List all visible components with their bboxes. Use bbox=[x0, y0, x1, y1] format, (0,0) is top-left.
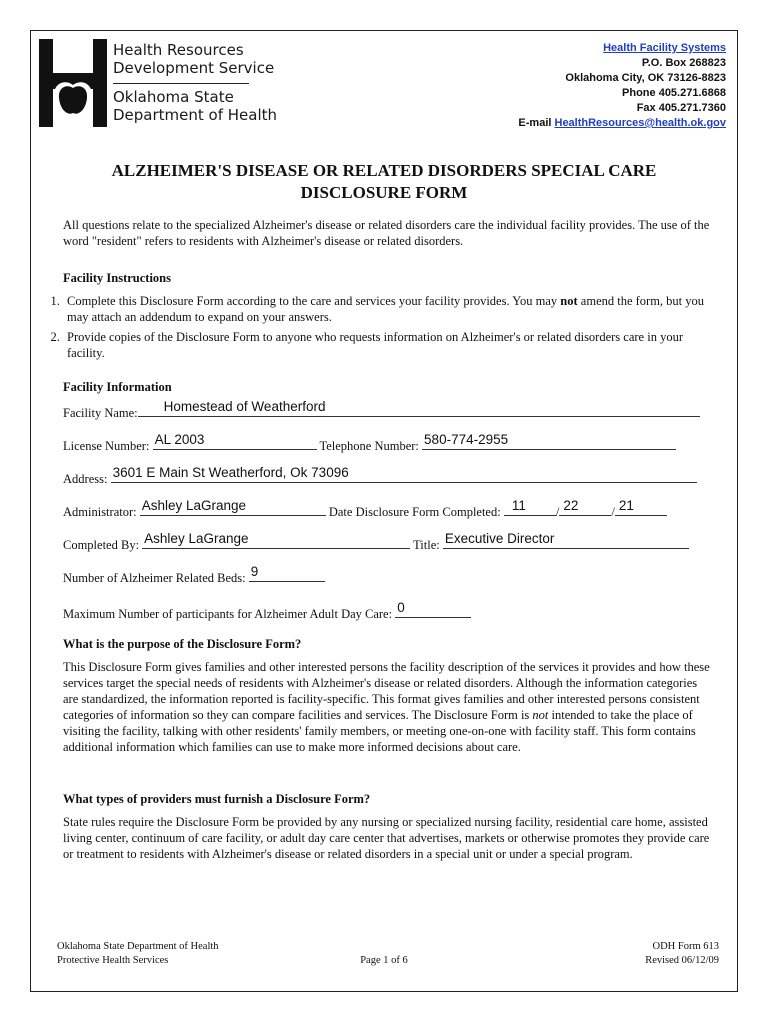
title-value: Executive Director bbox=[444, 531, 555, 546]
instruction-item-1: 1. Complete this Disclosure Form according to the care and services your facility provides. You may not amend the form, but you may attach an addendum to expand on your answers. bbox=[63, 293, 711, 325]
beds-value: 9 bbox=[250, 564, 259, 579]
providers-heading: What types of providers must furnish a Disclosure Form? bbox=[63, 792, 371, 806]
osdh-h-apple-logo bbox=[39, 39, 107, 127]
facility-name-row bbox=[63, 399, 700, 421]
facility-name-label: Facility Name: bbox=[63, 406, 138, 420]
logo-line-3: Oklahoma State bbox=[113, 88, 234, 106]
date-completed-label: Date Disclosure Form Completed: bbox=[328, 505, 501, 519]
logo-text-block bbox=[113, 41, 277, 124]
administrator-field[interactable] bbox=[140, 498, 326, 516]
email-link[interactable]: HealthResources@health.ok.gov bbox=[554, 117, 726, 129]
city-address: Oklahoma City, OK 73126-8823 bbox=[565, 72, 726, 84]
license-label: License Number: bbox=[63, 439, 150, 453]
footer-page-number: Page 1 of 6 bbox=[360, 955, 408, 966]
license-field[interactable] bbox=[153, 432, 317, 450]
date-month-value: 11 bbox=[511, 498, 526, 513]
footer-department: Oklahoma State Department of Health bbox=[57, 941, 219, 952]
instructions-heading: Facility Instructions bbox=[63, 271, 171, 285]
form-title bbox=[31, 160, 737, 204]
telephone-field[interactable] bbox=[422, 432, 676, 450]
logo-line-2: Development Service bbox=[113, 59, 275, 77]
po-box: P.O. Box 268823 bbox=[641, 57, 726, 69]
beds-row bbox=[63, 564, 325, 586]
daycare-label: Maximum Number of participants for Alzheimer Adult Day Care: bbox=[63, 607, 393, 621]
beds-field[interactable] bbox=[249, 564, 325, 582]
daycare-row bbox=[63, 600, 471, 622]
logo-divider bbox=[113, 83, 249, 84]
email-label: E-mail bbox=[518, 117, 552, 129]
facility-info-heading: Facility Information bbox=[63, 380, 172, 394]
date-year-value: 21 bbox=[618, 498, 634, 513]
administrator-value: Ashley LaGrange bbox=[141, 498, 247, 513]
purpose-not-emphasis: not bbox=[532, 708, 549, 722]
footer-division: Protective Health Services bbox=[57, 955, 169, 966]
title-field[interactable] bbox=[443, 531, 689, 549]
admin-date-row: Administrator: Ashley LaGrange Date Disclosure Form Completed: 11 / 22 / 21 bbox=[63, 502, 667, 520]
date-month-field[interactable] bbox=[504, 498, 556, 516]
title-label: Title: bbox=[413, 538, 440, 552]
address-value: 3601 E Main St Weatherford, Ok 73096 bbox=[112, 465, 349, 480]
fax-number: Fax 405.271.7360 bbox=[636, 102, 726, 114]
completed-by-field[interactable] bbox=[142, 531, 410, 549]
instruction-item-2: 2. Provide copies of the Disclosure Form to anyone who requests information on Alzheimer's or related disorders care in your facility. bbox=[63, 329, 711, 361]
date-year-field[interactable] bbox=[615, 498, 667, 516]
phone-number: Phone 405.271.6868 bbox=[622, 87, 726, 99]
beds-label: Number of Alzheimer Related Beds: bbox=[63, 571, 246, 585]
administrator-label: Administrator: bbox=[63, 505, 137, 519]
footer-revised-date: Revised 06/12/09 bbox=[645, 955, 719, 966]
completed-by-label: Completed By: bbox=[63, 538, 140, 552]
instructions-list bbox=[41, 293, 711, 365]
completed-title-row bbox=[63, 531, 689, 553]
license-phone-row bbox=[63, 432, 676, 454]
completed-by-value: Ashley LaGrange bbox=[144, 531, 249, 546]
purpose-paragraph: This Disclosure Form gives families and other interested persons the facility description of the services it provides and how these services target the special needs of residents with Alzheimer's disease or related disorders. Although the information categories are standardized, the information reported is facility-specific. This format gives families and other interested persons consistent categories of information so they can compare facilities and services. The Disclosure Form is not intended to take the place of visiting the facility, talking with other residents' family members, or meeting one-on-one with facility staff. This form contains additional information which families can use to make more informed decisions about care. bbox=[63, 660, 710, 754]
date-day-value: 22 bbox=[563, 498, 579, 513]
title-line-2: DISCLOSURE FORM bbox=[300, 183, 468, 202]
logo-line-4: Department of Health bbox=[113, 106, 278, 124]
license-value: AL 2003 bbox=[154, 432, 205, 447]
telephone-value: 580-774-2955 bbox=[424, 432, 509, 447]
instruction-not-emphasis: not bbox=[560, 294, 578, 308]
footer-form-number: ODH Form 613 bbox=[652, 941, 719, 952]
form-page bbox=[30, 30, 738, 992]
logo-line-1: Health Resources bbox=[113, 41, 244, 59]
purpose-heading: What is the purpose of the Disclosure Form? bbox=[63, 637, 302, 651]
facility-systems-link[interactable]: Health Facility Systems bbox=[603, 42, 726, 54]
date-day-field[interactable] bbox=[559, 498, 611, 516]
address-field[interactable] bbox=[111, 465, 697, 483]
providers-paragraph: State rules require the Disclosure Form be provided by any nursing or specialized nursing facility, residential care home, assisted living center, continuum of care facility, or adult day care center that advertises, markets or otherwise promotes they provide care or treatment to residents with Alzheimer's disease or related disorders in a special unit or under a special program. bbox=[63, 815, 710, 861]
daycare-value: 0 bbox=[397, 600, 405, 615]
contact-block bbox=[518, 41, 726, 131]
email-row bbox=[518, 116, 726, 131]
address-label: Address: bbox=[63, 472, 108, 486]
footer-right bbox=[645, 940, 719, 968]
address-row bbox=[63, 465, 697, 487]
daycare-field[interactable] bbox=[395, 600, 471, 618]
intro-paragraph: All questions relate to the specialized Alzheimer's disease or related disorders care the individual facility provides. The use of the word "resident" refers to residents with Alzheimer's disease or related disorders. bbox=[63, 218, 710, 248]
title-line-1: ALZHEIMER'S DISEASE OR RELATED DISORDERS SPECIAL CARE bbox=[111, 161, 657, 180]
facility-name-value: Homestead of Weatherford bbox=[163, 399, 326, 414]
telephone-label: Telephone Number: bbox=[319, 439, 419, 453]
facility-name-field[interactable] bbox=[138, 399, 700, 417]
